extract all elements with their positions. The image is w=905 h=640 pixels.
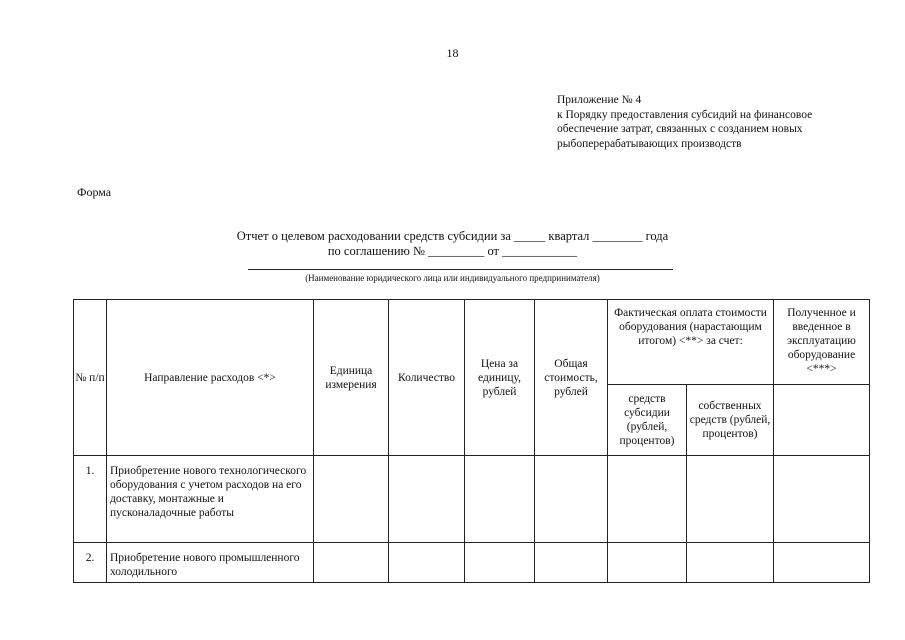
cell-quantity [389,456,465,543]
appendix-line: рыбоперерабатывающих производств [557,137,742,150]
cell-total [535,543,608,583]
cell-received [774,456,870,543]
appendix-block [557,93,847,151]
report-title-line2: по соглашению № _________ от ____________ [327,244,578,258]
row-number: 2. [74,543,107,583]
cell-unit [314,543,389,583]
organization-name-underline [248,269,673,270]
row-number: 1. [74,456,107,543]
cell-subsidy [608,543,687,583]
header-quantity: Количество [389,300,465,456]
appendix-title: Приложение № 4 [557,94,642,106]
header-actual-payment: Фактическая оплата стоимости оборудования (нарастающим итогом) <**> за счет: [608,300,774,385]
table-row [74,456,870,543]
cell-received [774,543,870,583]
report-table [73,299,870,583]
header-own-funds: собственных средств (рублей, процентов) [687,385,774,456]
form-label: Форма [77,185,112,199]
header-total: Общая стоимость, рублей [535,300,608,456]
cell-unit [314,456,389,543]
header-unit: Единица измерения [314,300,389,456]
header-subsidy-funds: средств субсидии (рублей, процентов) [608,385,687,456]
page-number: 18 [446,46,459,60]
cell-subsidy [608,456,687,543]
row-direction: Приобретение нового технологического оборудования с учетом расходов на его доставку, монтажные и пусконаладочные работы [107,456,314,543]
cell-own [687,543,774,583]
cell-price [465,456,535,543]
row-direction: Приобретение нового промышленного холодильного [107,543,314,583]
organization-name-caption: (Наименование юридического лица или индивидуального предпринимателя) [305,273,600,283]
table-row [74,543,870,583]
header-num: № п/п [74,300,107,456]
header-empty-cell [774,385,870,456]
appendix-line: к Порядку предоставления субсидий на финансовое [557,108,813,121]
appendix-line: обеспечение затрат, связанных с созданием новых [557,123,803,135]
header-price: Цена за единицу, рублей [465,300,535,456]
cell-quantity [389,543,465,583]
cell-own [687,456,774,543]
header-direction: Направление расходов <*> [107,300,314,456]
report-title-line1: Отчет о целевом расходовании средств субсидии за _____ квартал ________ года [236,229,669,243]
cell-price [465,543,535,583]
header-received-equipment: Полученное и введенное в эксплуатацию оборудование <***> [774,300,870,385]
cell-total [535,456,608,543]
